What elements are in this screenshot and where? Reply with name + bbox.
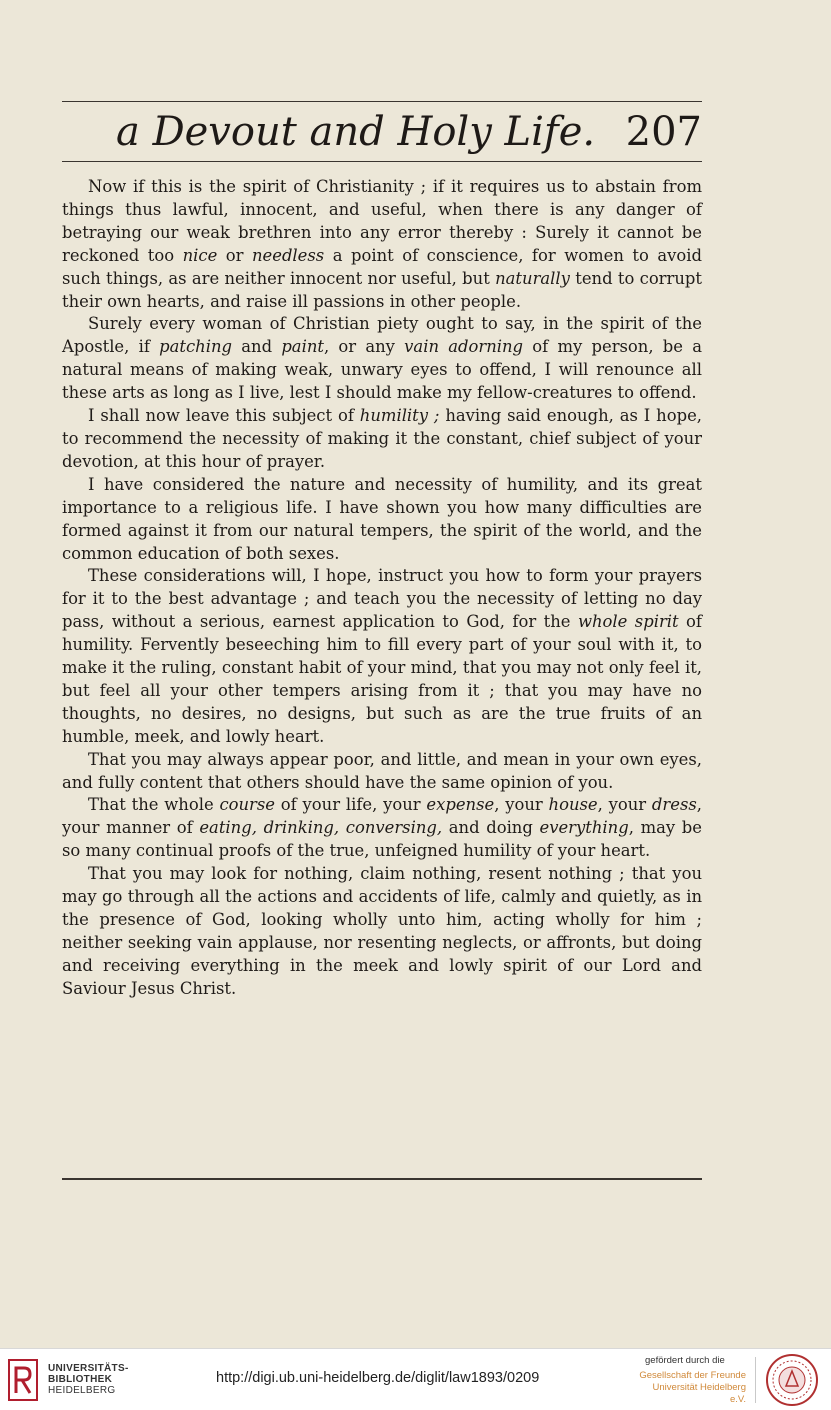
sponsor-line: Universität Heidelberg e.V. — [652, 1382, 746, 1405]
text-run: , your — [494, 795, 549, 815]
text-run: That you may always appear poor, and little, and mean in your own eyes, and fully content that others should have the same opinion of you. — [62, 749, 702, 792]
text-run: or — [217, 245, 252, 265]
footer-rule — [62, 1178, 702, 1180]
italic-emphasis: expense — [426, 795, 495, 815]
italic-emphasis: course — [219, 795, 276, 815]
italic-emphasis: eating, drinking, conversing, — [199, 818, 443, 838]
italic-emphasis: everything — [539, 818, 629, 838]
viewer-footer — [0, 1348, 831, 1410]
paragraph — [62, 794, 702, 863]
text-run: , may be so many continual proofs of the true, unfeigned humility of your heart. — [62, 818, 702, 861]
text-run: and doing — [442, 818, 540, 838]
italic-emphasis: dress — [651, 795, 697, 815]
text-run: having said enough, as I hope, to recommend the necessity of making it the constant, chief subject of your devotion, at this hour of prayer. — [62, 406, 702, 471]
paragraph — [62, 749, 702, 795]
university-seal-icon — [765, 1353, 819, 1407]
paragraph — [62, 313, 702, 405]
library-logo-icon — [8, 1359, 38, 1401]
italic-emphasis: needless — [251, 245, 325, 265]
text-run: a point of conscience, for women to avoid such things, as are neither innocent nor useful, but — [62, 245, 702, 288]
text-run: , your — [597, 795, 652, 815]
body-text — [62, 176, 702, 1001]
italic-emphasis: naturally — [495, 268, 570, 288]
italic-emphasis: paint — [281, 337, 324, 357]
sponsor-line: Gesellschaft der Freunde — [639, 1370, 746, 1381]
text-run: , your manner of — [62, 795, 702, 838]
paragraph — [62, 405, 702, 474]
italic-emphasis: whole spirit — [577, 612, 679, 632]
paragraph — [62, 863, 702, 1000]
text-run: I have considered the nature and necessity of humility, and its great importance to a religious life. I have shown you how many difficulties are formed against it from our natural tempers, the spirit of the world, and the common education of both sexes. — [62, 474, 702, 563]
page-number: 207 — [625, 109, 702, 155]
footer-divider — [755, 1357, 756, 1403]
text-run: of humility. Fervently beseeching him to fill every part of your soul with it, to make it the ruling, constant habit of your mind, that you may not only feel it, but feel all your other tempers arising from it ; that you may have no thoughts, no desires, no designs, but such as are the true fruits of an humble, meek, and lowly heart. — [62, 612, 702, 746]
paragraph — [62, 176, 702, 313]
italic-emphasis: house — [548, 795, 598, 815]
text-run: These considerations will, I hope, instruct you how to form your prayers for it to the best advantage ; and teach you the necessity of letting no day pass, without a serious, earnest application to God, for the — [62, 566, 702, 632]
text-run: I shall now leave this subject of — [88, 406, 360, 426]
running-head — [62, 104, 702, 160]
italic-emphasis: vain adorning — [404, 337, 524, 357]
library-name-line: HEIDELBERG — [48, 1385, 116, 1396]
sponsor-name[interactable] — [636, 1370, 746, 1406]
running-title: a Devout and Holy Life. — [116, 109, 596, 155]
paragraph — [62, 565, 702, 748]
text-run: tend to corrupt their own hearts, and raise ill passions in other people. — [62, 268, 702, 311]
text-run: , or any — [323, 337, 405, 357]
library-name-line: BIBLIOTHEK — [48, 1374, 113, 1385]
header-rule-top — [62, 101, 702, 102]
library-name — [48, 1363, 129, 1396]
paragraph — [62, 474, 702, 566]
text-run: Now if this is the spirit of Christianity ; if it requires us to abstain from things thus lawful, innocent, and useful, when there is any danger of betraying our weak brethren into any error thereby : Surely it cannot be reckoned too — [62, 177, 702, 265]
text-run: and — [232, 337, 282, 357]
header-rule-bottom — [62, 161, 702, 162]
funded-by-label: gefördert durch die — [645, 1355, 725, 1366]
library-name-line: UNIVERSITÄTS- — [48, 1363, 129, 1374]
italic-emphasis: humility ; — [359, 406, 440, 426]
text-run: of my person, be a natural means of making weak, unwary eyes to offend, I will renounce all these arts as long as I live, lest I should make my fellow-creatures to offend. — [62, 337, 703, 403]
text-run: of your life, your — [275, 795, 427, 815]
italic-emphasis: nice — [182, 245, 218, 265]
permalink-url[interactable]: http://digi.ub.uni-heidelberg.de/diglit/law1893/0209 — [216, 1370, 540, 1386]
text-run: That you may look for nothing, claim nothing, resent nothing ; that you may go through all the actions and accidents of life, calmly and quietly, as in the presence of God, looking wholly unto him, acting wholly for him ; neither seeking vain applause, nor resenting neglects, or affronts, but doing and receiving everything in the meek and lowly spirit of our Lord and Saviour Jesus Christ. — [62, 864, 702, 998]
text-run: That the whole — [88, 795, 220, 815]
text-run: Surely every woman of Christian piety ought to say, in the spirit of the Apostle, if — [62, 314, 702, 357]
italic-emphasis: patching — [159, 337, 233, 357]
